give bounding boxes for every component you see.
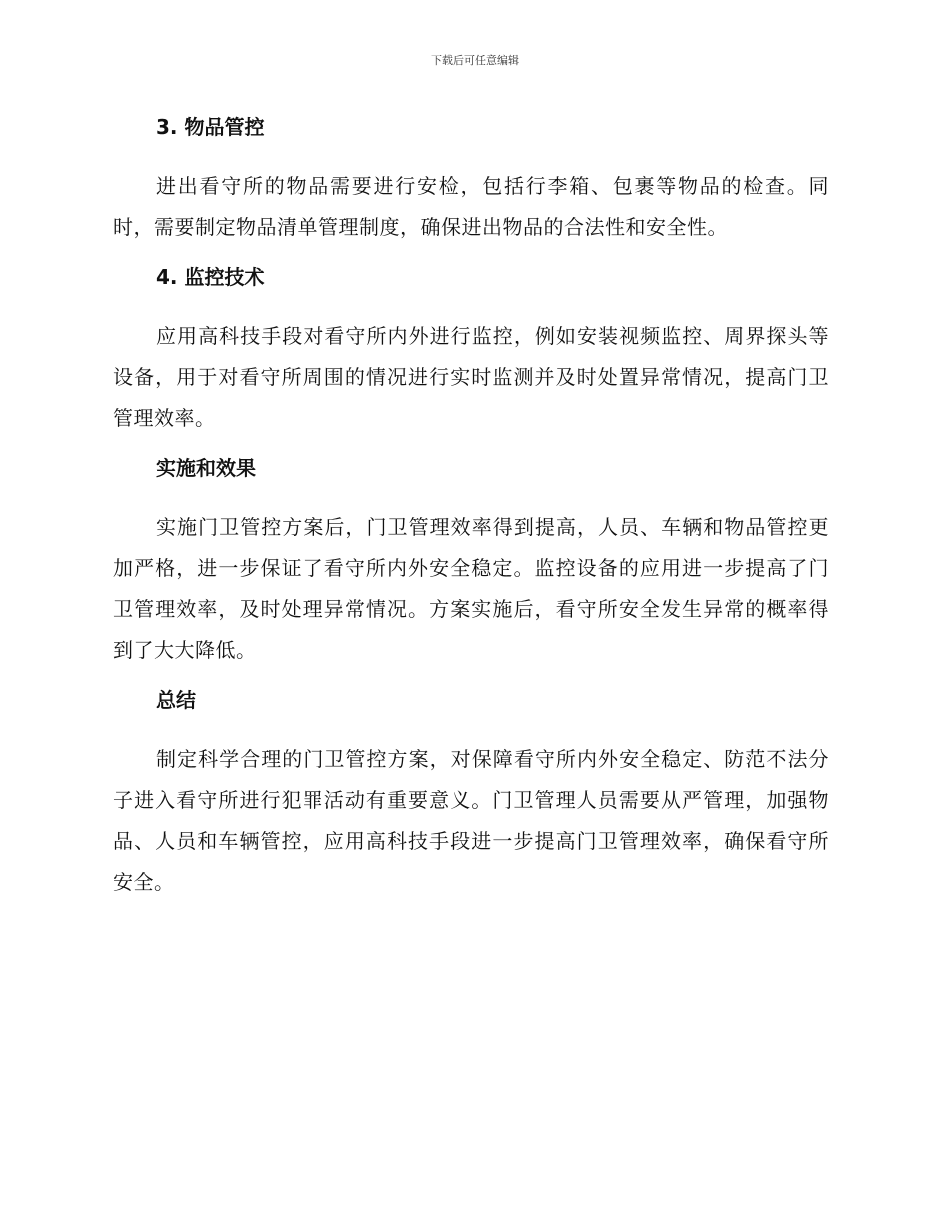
document-body: [113, 110, 829, 903]
section-heading-implementation: 实施和效果: [156, 456, 256, 480]
section-heading-summary: 总结: [156, 688, 196, 712]
section-heading-item-control: 3. 物品管控: [156, 115, 265, 139]
section-paragraph-summary: 制定科学合理的门卫管控方案，对保障看守所内外安全稳定、防范不法分子进入看守所进行犯罪活动有重要意义。门卫管理人员需要从严管理，加强物品、人员和车辆管控，应用高科技手段进一步提高门卫管理效率，确保看守所安全。: [113, 747, 829, 894]
section-paragraph-implementation: 实施门卫管控方案后，门卫管理效率得到提高，人员、车辆和物品管控更加严格，进一步保证了看守所内外安全稳定。监控设备的应用进一步提高了门卫管理效率，及时处理异常情况。方案实施后，看守所安全发生异常的概率得到了大大降低。: [113, 515, 829, 662]
section-heading-monitoring: 4. 监控技术: [156, 265, 265, 289]
page-header: 下载后可任意编辑: [431, 54, 519, 67]
section-paragraph-monitoring: 应用高科技手段对看守所内外进行监控，例如安装视频监控、周界探头等设备，用于对看守所周围的情况进行实时监测并及时处置异常情况，提高门卫管理效率。: [113, 324, 829, 430]
section-paragraph-item-control: 进出看守所的物品需要进行安检，包括行李箱、包裹等物品的检查。同时，需要制定物品清单管理制度，确保进出物品的合法性和安全性。: [113, 174, 829, 239]
